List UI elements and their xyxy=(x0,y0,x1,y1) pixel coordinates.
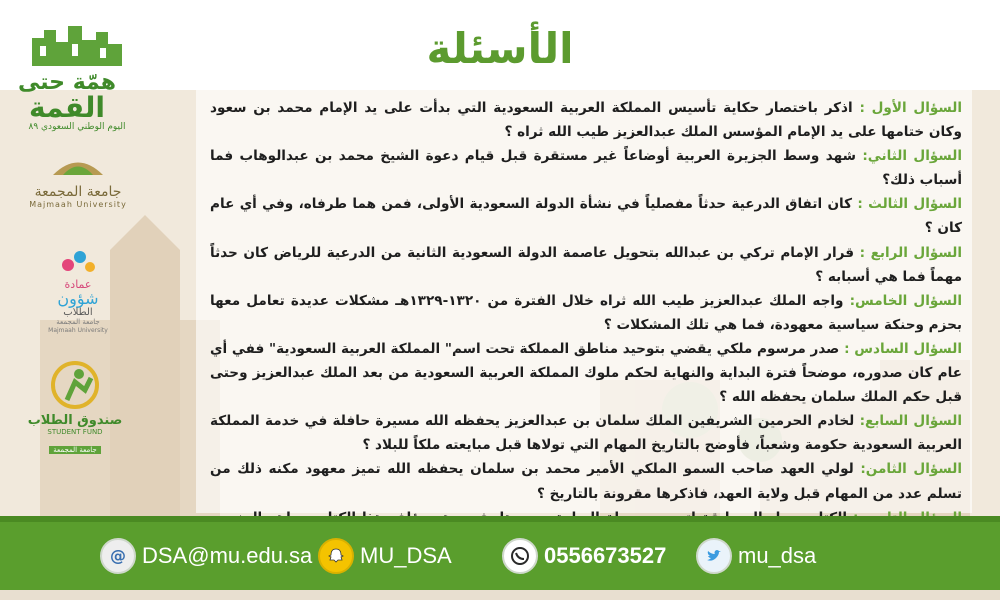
twitter-text[interactable]: mu_dsa xyxy=(738,543,817,568)
question-1-label: السؤال الأول : xyxy=(859,100,962,116)
university-emblem-icon xyxy=(48,150,108,180)
student-affairs-line2: شؤون xyxy=(57,289,99,308)
national-day-line2: القمة xyxy=(28,91,105,124)
contact-snapchat[interactable] xyxy=(318,538,452,574)
national-day-caption: اليوم الوطني السعودي ٨٩ xyxy=(28,122,126,132)
student-fund-name-en: STUDENT FUND xyxy=(47,428,103,436)
contact-email[interactable] xyxy=(100,538,312,574)
question-6-label: السؤال السادس : xyxy=(844,340,962,357)
whatsapp-icon xyxy=(502,538,538,574)
question-5-text: واجه الملك عبدالعزيز طيب الله ثراه خلال الفترة من ١٣٢٠-١٣٢٩هـ مشكلات عديدة تعامل معها بحزم وحنكة سياسية معهودة، فما هي تلك المشكلات ؟ xyxy=(210,292,962,333)
bottom-strip xyxy=(0,590,1000,600)
email-icon xyxy=(100,538,136,574)
whatsapp-text[interactable]: 0556673527 xyxy=(544,543,667,568)
question-1 xyxy=(210,96,962,144)
page-title: الأسئلة xyxy=(426,24,574,73)
question-2-text: شهد وسط الجزيرة العربية أوضاعاً غير مستقرة قبل قيام دعوة الشيخ محمد بن عبدالوهاب فما أسباب ذلك؟ xyxy=(210,148,962,189)
national-day-logo xyxy=(12,18,182,138)
student-affairs-line1: عمادة xyxy=(64,278,92,291)
contact-twitter[interactable] xyxy=(696,538,816,574)
university-name-ar: جامعة المجمعة xyxy=(34,184,122,200)
question-5 xyxy=(210,289,962,337)
svg-text:@: @ xyxy=(110,546,126,565)
email-text[interactable]: DSA@mu.edu.sa xyxy=(142,543,313,568)
question-4-text: قرار الإمام تركي بن عبدالله بتحويل عاصمة الدولة السعودية الثانية من الدرعية للرياض كان حدثاً مهماً فما هي أسبابه ؟ xyxy=(210,244,962,285)
question-3 xyxy=(210,192,962,240)
student-fund-university: جامعة المجمعة xyxy=(49,446,100,454)
question-3-label: السؤال الثالث : xyxy=(857,196,962,213)
student-affairs-en: Majmaah University xyxy=(48,327,108,334)
question-8 xyxy=(210,457,962,505)
question-6-text: صدر مرسوم ملكي يقضي بتوحيد مناطق المملكة تحت اسم" المملكة العربية السعودية" ففي أي عام كان صدوره، موضحاً فترة البداية والنهاية لحكم ملوك المملكة العربية السعودية من بعد الملك عبدالعزيز وحتى قبل حكم الملك سلمان يحفظه الله ؟ xyxy=(210,340,962,406)
student-affairs-line3: الطلاب xyxy=(63,307,93,318)
question-8-label: السؤال الثامن: xyxy=(860,461,963,478)
question-7 xyxy=(210,409,962,457)
question-1-text: اذكر باختصار حكاية تأسيس المملكة العربية السعودية التي بدأت على يد الإمام محمد بن سعود وكان ختامها على يد الإمام المؤسس الملك عبدالعزيز طيب الله ثراه ؟ xyxy=(210,100,962,141)
question-2-label: السؤال الثاني: xyxy=(862,148,962,165)
snapchat-text[interactable]: MU_DSA xyxy=(360,543,452,568)
student-fund-logo xyxy=(20,360,130,460)
question-8-text: لولي العهد صاحب السمو الملكي الأمير محمد بن سلمان يحفظه الله تميز معهود مكنه ذلك من تسلم عدد من المهام قبل ولاية العهد، فاذكرها مقرونة بالتاريخ ؟ xyxy=(210,461,962,502)
question-4 xyxy=(210,241,962,289)
question-3-text: كان اتفاق الدرعية حدثاً مفصلياً في نشأة الدولة السعودية الأولى، فمن هما طرفاه، وفي أي عام كان ؟ xyxy=(210,196,962,237)
university-logo xyxy=(18,150,138,220)
question-7-text: لخادم الحرمين الشريفين الملك سلمان بن عبدالعزيز يحفظه الله مسيرة حافلة في خدمة المملكة العربية السعودية حكومة وشعباً، فأوضح بالتاريخ المهام التي تولاها قبل مبايعته ملكاً للبلاد ؟ xyxy=(210,413,962,454)
student-affairs-emblem-icon xyxy=(58,245,98,275)
question-4-label: السؤال الرابع : xyxy=(859,244,962,261)
questions-list xyxy=(210,96,962,510)
national-day-line1: همّة حتى xyxy=(17,70,117,95)
university-name-en: Majmaah University xyxy=(29,200,127,209)
student-affairs-sub: جامعة المجمعة xyxy=(56,318,100,326)
question-6 xyxy=(210,337,962,409)
student-affairs-logo xyxy=(18,245,138,335)
contact-whatsapp[interactable] xyxy=(502,538,666,574)
twitter-icon xyxy=(696,538,732,574)
logos-column xyxy=(0,0,190,520)
student-fund-emblem-icon xyxy=(45,360,105,410)
question-5-label: السؤال الخامس: xyxy=(849,292,963,309)
castle-icon xyxy=(12,18,182,68)
footer-divider xyxy=(0,516,1000,522)
snapchat-icon xyxy=(318,538,354,574)
question-7-label: السؤال السابع: xyxy=(859,413,962,430)
question-2 xyxy=(210,144,962,192)
student-fund-name-ar: صندوق الطلاب xyxy=(27,413,123,428)
